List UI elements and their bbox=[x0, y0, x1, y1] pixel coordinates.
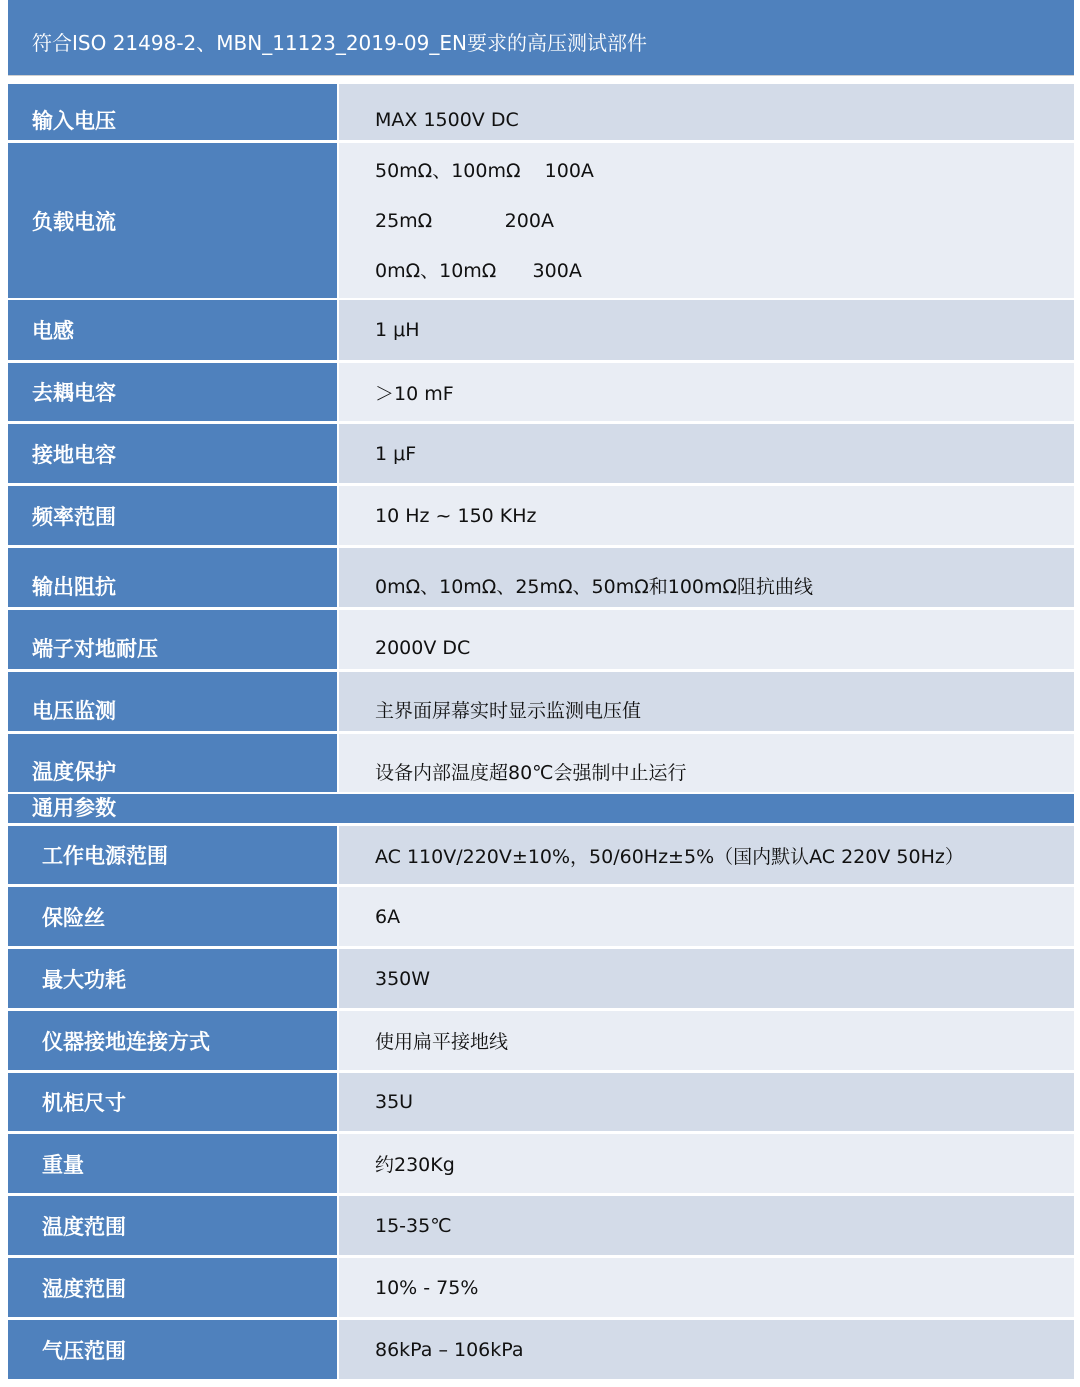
row-label: 输入电压 bbox=[8, 84, 337, 140]
spec-row-cabinet-size bbox=[8, 1073, 1074, 1131]
row-value bbox=[339, 143, 1074, 298]
row-label: 温度保护 bbox=[8, 734, 337, 792]
spec-row-ground-capacitance bbox=[8, 424, 1074, 483]
row-label: 湿度范围 bbox=[8, 1258, 337, 1317]
spec-row-inductance bbox=[8, 300, 1074, 360]
spec-row-frequency-range bbox=[8, 486, 1074, 545]
row-value: 主界面屏幕实时显示监测电压值 bbox=[339, 672, 1074, 731]
row-value: 6A bbox=[339, 887, 1074, 946]
row-label: 接地电容 bbox=[8, 424, 337, 483]
spec-row-voltage-monitoring bbox=[8, 672, 1074, 731]
row-value: 2000V DC bbox=[339, 610, 1074, 669]
row-value: 1 μF bbox=[339, 424, 1074, 483]
row-value: AC 110V/220V±10%，50/60Hz±5%（国内默认AC 220V 50Hz） bbox=[339, 826, 1074, 884]
row-value: 1 μH bbox=[339, 300, 1074, 360]
spec-row-humidity-range bbox=[8, 1258, 1074, 1317]
row-label: 去耦电容 bbox=[8, 363, 337, 421]
row-label: 温度范围 bbox=[8, 1196, 337, 1255]
load-line: 25mΩ 200A bbox=[375, 209, 554, 232]
row-value: 约230Kg bbox=[339, 1134, 1074, 1193]
row-label: 保险丝 bbox=[8, 887, 337, 946]
spec-row-power-supply-range bbox=[8, 826, 1074, 884]
row-label: 频率范围 bbox=[8, 486, 337, 545]
spec-row-decoupling-capacitance bbox=[8, 363, 1074, 421]
spec-row-fuse bbox=[8, 887, 1074, 946]
row-label: 电压监测 bbox=[8, 672, 337, 731]
row-label: 负载电流 bbox=[8, 143, 337, 298]
row-label: 机柜尺寸 bbox=[8, 1073, 337, 1131]
row-label: 仪器接地连接方式 bbox=[8, 1011, 337, 1070]
spec-row-output-impedance bbox=[8, 548, 1074, 607]
row-value: 10% - 75% bbox=[339, 1258, 1074, 1317]
row-value: MAX 1500V DC bbox=[339, 84, 1074, 140]
spec-row-temperature-protection bbox=[8, 734, 1074, 792]
row-label: 最大功耗 bbox=[8, 949, 337, 1008]
spec-row-temperature-range bbox=[8, 1196, 1074, 1255]
row-label: 气压范围 bbox=[8, 1320, 337, 1379]
spec-row-max-power bbox=[8, 949, 1074, 1008]
spec-row-load-current bbox=[8, 143, 1074, 298]
load-line: 0mΩ、10mΩ 300A bbox=[375, 259, 582, 282]
page-title: 符合ISO 21498-2、MBN_11123_2019-09_EN要求的高压测试部件 bbox=[8, 0, 1074, 75]
row-value: 86kPa – 106kPa bbox=[339, 1320, 1074, 1379]
row-value: 设备内部温度超80℃会强制中止运行 bbox=[339, 734, 1074, 792]
row-label: 工作电源范围 bbox=[8, 826, 337, 884]
divider bbox=[8, 75, 1074, 76]
row-value: 使用扁平接地线 bbox=[339, 1011, 1074, 1070]
spec-row-input-voltage bbox=[8, 84, 1074, 140]
row-value: 350W bbox=[339, 949, 1074, 1008]
row-label: 电感 bbox=[8, 300, 337, 360]
row-value: ＞10 mF bbox=[339, 363, 1074, 421]
section-header-general: 通用参数 bbox=[8, 794, 1074, 823]
row-label: 端子对地耐压 bbox=[8, 610, 337, 669]
spec-row-weight bbox=[8, 1134, 1074, 1193]
row-label: 重量 bbox=[8, 1134, 337, 1193]
row-label: 输出阻抗 bbox=[8, 548, 337, 607]
row-value: 10 Hz ~ 150 KHz bbox=[339, 486, 1074, 545]
row-value: 0mΩ、10mΩ、25mΩ、50mΩ和100mΩ阻抗曲线 bbox=[339, 548, 1074, 607]
spec-row-grounding-method bbox=[8, 1011, 1074, 1070]
spec-row-terminal-withstand-voltage bbox=[8, 610, 1074, 669]
spec-row-pressure-range bbox=[8, 1320, 1074, 1379]
row-value: 35U bbox=[339, 1073, 1074, 1131]
row-value: 15-35℃ bbox=[339, 1196, 1074, 1255]
load-line: 50mΩ、100mΩ 100A bbox=[375, 159, 594, 182]
